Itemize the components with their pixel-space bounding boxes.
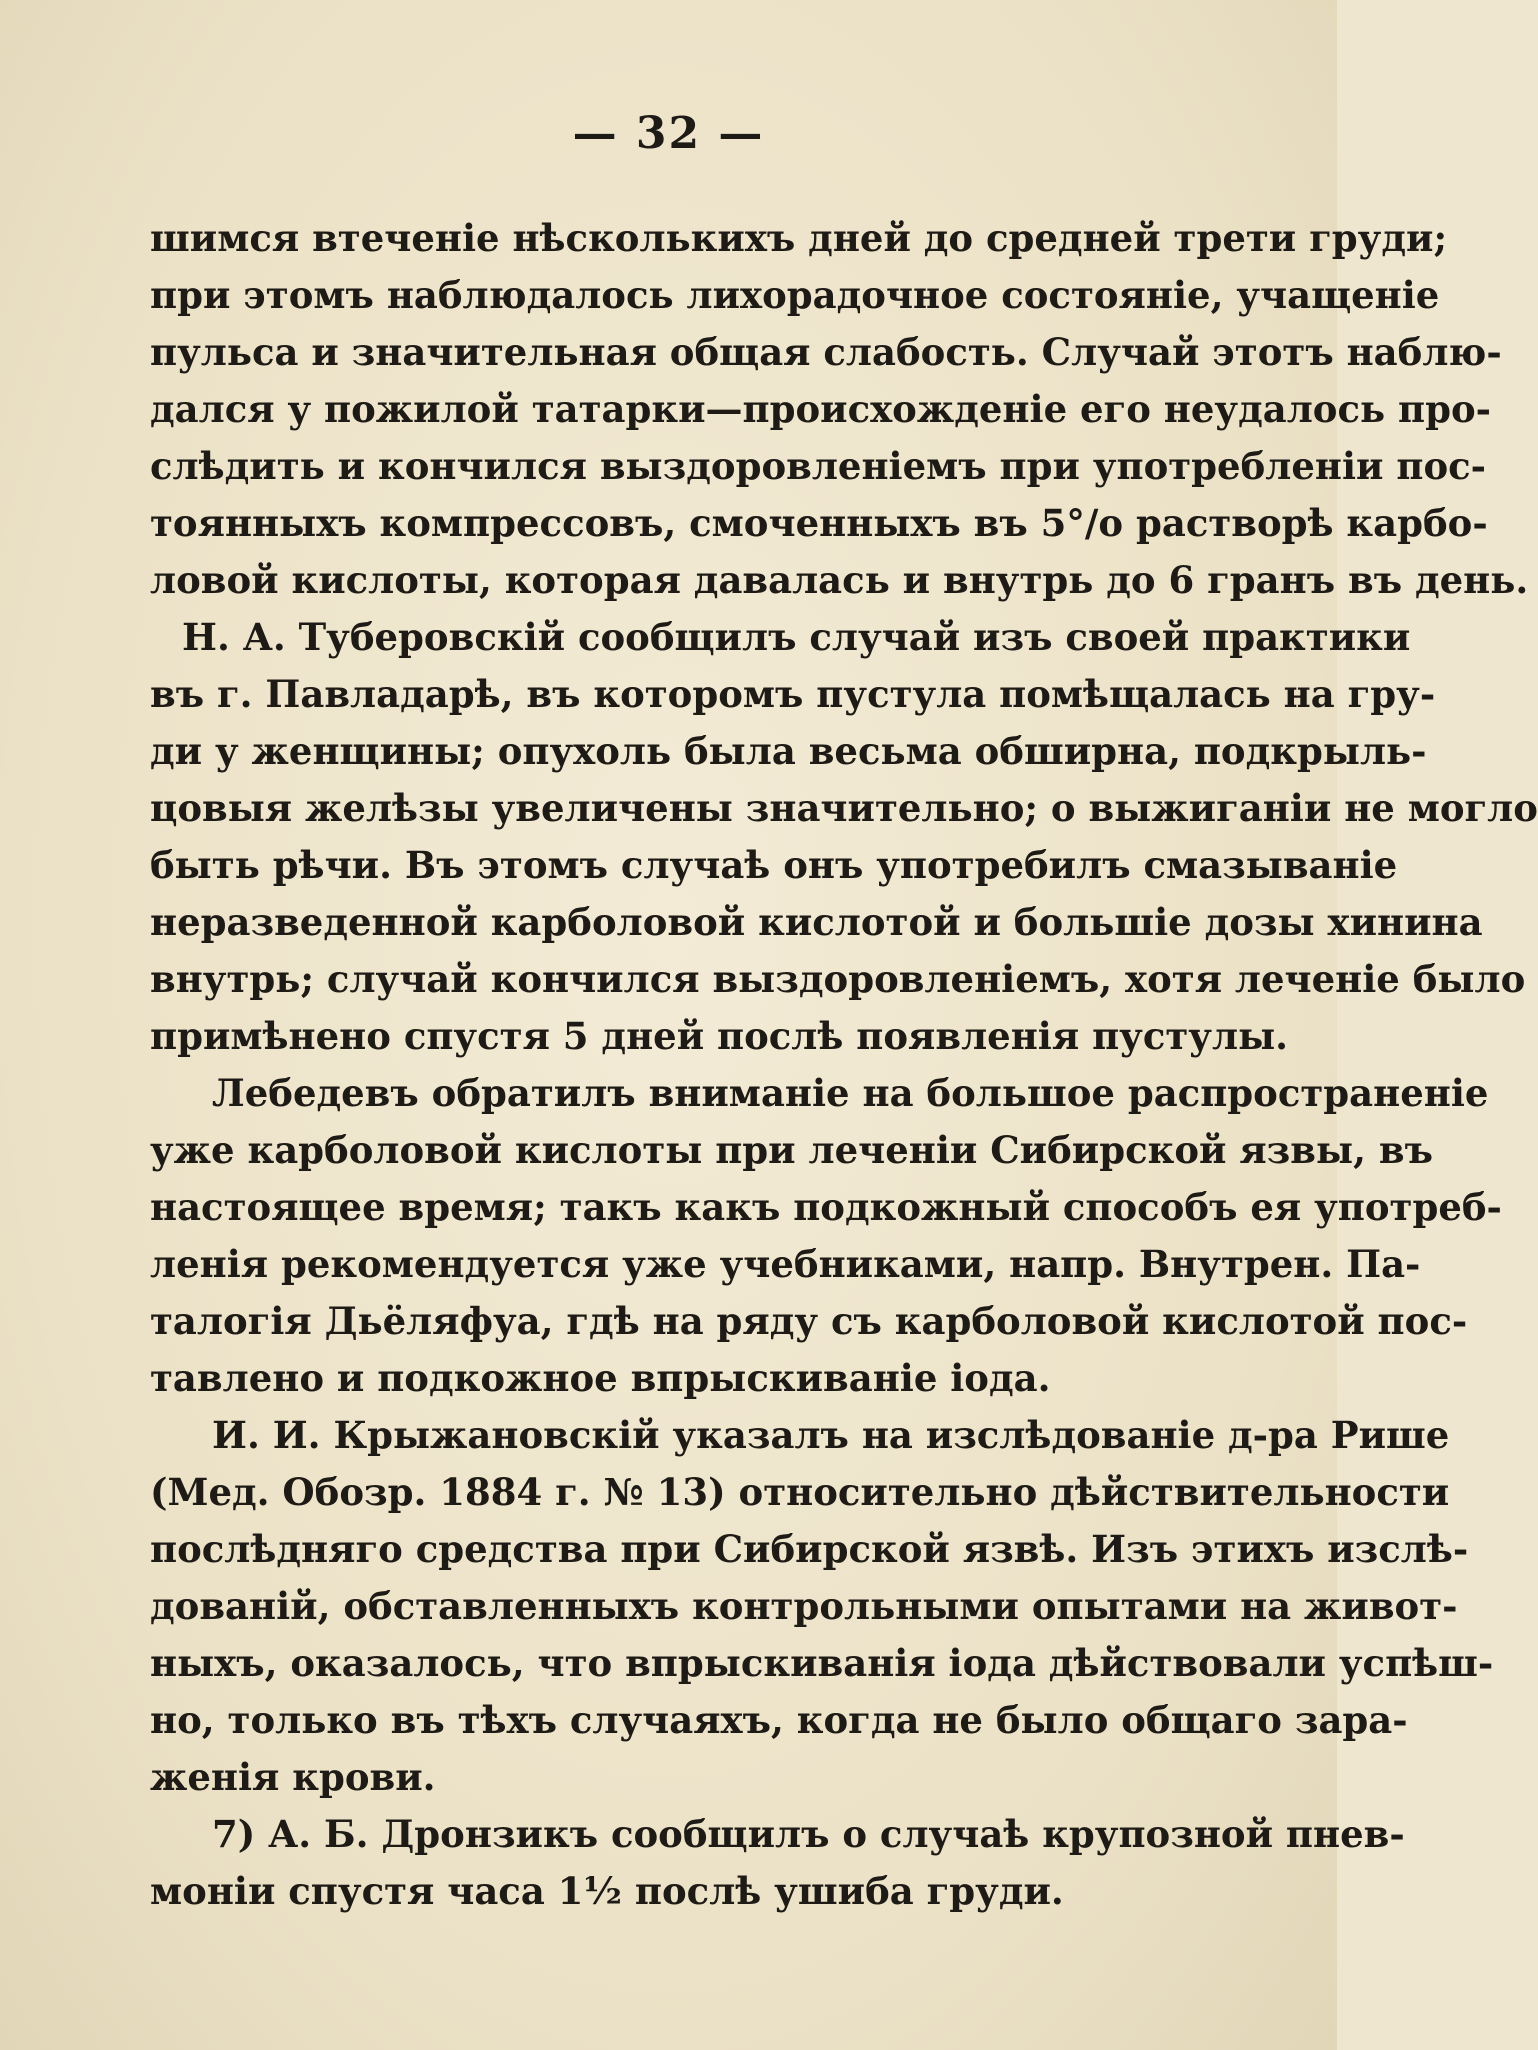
text-line: слѣдить и кончился выздоровленіемъ при употребленіи пос- xyxy=(150,444,1487,488)
text-line: тавлено и подкожное впрыскиваніе іода. xyxy=(150,1356,1051,1400)
text-line: но, только въ тѣхъ случаяхъ, когда не было общаго зара- xyxy=(150,1698,1408,1742)
text-line: женія крови. xyxy=(150,1755,436,1799)
text-line: дованій, обставленныхъ контрольными опытами на живот- xyxy=(150,1584,1458,1628)
page-number: — 32 — xyxy=(572,108,765,159)
text-line: Лебедевъ обратилъ вниманіе на большое распространеніе xyxy=(212,1071,1489,1115)
text-line: дался у пожилой татарки—происхожденіе его неудалось про- xyxy=(150,387,1491,431)
text-line: ловой кислоты, которая давалась и внутрь до 6 гранъ въ день. xyxy=(150,558,1529,602)
text-line: (Мед. Обозр. 1884 г. № 13) относительно дѣйствительности xyxy=(150,1470,1450,1514)
text-line: талогія Дьёляфуа, гдѣ на ряду съ карболовой кислотой пос- xyxy=(150,1299,1468,1343)
text-line: И. И. Крыжановскій указалъ на изслѣдованіе д-ра Рише xyxy=(212,1413,1450,1457)
text-line: при этомъ наблюдалось лихорадочное состояніе, учащеніе xyxy=(150,273,1440,317)
text-line: въ г. Павладарѣ, въ которомъ пустула помѣщалась на гру- xyxy=(150,672,1436,716)
text-line: ныхъ, оказалось, что впрыскиванія іода дѣйствовали успѣш- xyxy=(150,1641,1494,1685)
text-line: тоянныхъ компрессовъ, смоченныхъ въ 5°/о растворѣ карбо- xyxy=(150,501,1488,545)
text-line: ди у женщины; опухоль была весьма обширна, подкрыль- xyxy=(150,729,1427,773)
text-line: быть рѣчи. Въ этомъ случаѣ онъ употребилъ смазываніе xyxy=(150,843,1398,887)
text-line: пульса и значительная общая слабость. Случай этотъ наблю- xyxy=(150,330,1502,374)
text-line: внутрь; случай кончился выздоровленіемъ, хотя леченіе было xyxy=(150,957,1526,1001)
text-line: послѣдняго средства при Сибирской язвѣ. Изъ этихъ изслѣ- xyxy=(150,1527,1469,1571)
text-line: моніи спустя часа 1½ послѣ ушиба груди. xyxy=(150,1869,1064,1913)
text-line: шимся втеченіе нѣсколькихъ дней до средней трети груди; xyxy=(150,216,1448,260)
text-line: неразведенной карболовой кислотой и большіе дозы хинина xyxy=(150,900,1483,944)
text-line: настоящее время; такъ какъ подкожный способъ ея употреб- xyxy=(150,1185,1502,1229)
text-line: уже карболовой кислоты при леченіи Сибирской язвы, въ xyxy=(150,1128,1433,1172)
text-line: цовыя желѣзы увеличены значительно; о выжиганіи не могло xyxy=(150,786,1538,830)
body-text xyxy=(150,210,1538,1920)
text-line: примѣнено спустя 5 дней послѣ появленія пустулы. xyxy=(150,1014,1289,1058)
text-line: ленія рекомендуется уже учебниками, напр. Внутрен. Па- xyxy=(150,1242,1421,1286)
text-line: 7) А. Б. Дронзикъ сообщилъ о случаѣ крупозной пнев- xyxy=(212,1812,1405,1856)
text-line: Н. А. Туберовскій сообщилъ случай изъ своей практики xyxy=(182,615,1411,659)
